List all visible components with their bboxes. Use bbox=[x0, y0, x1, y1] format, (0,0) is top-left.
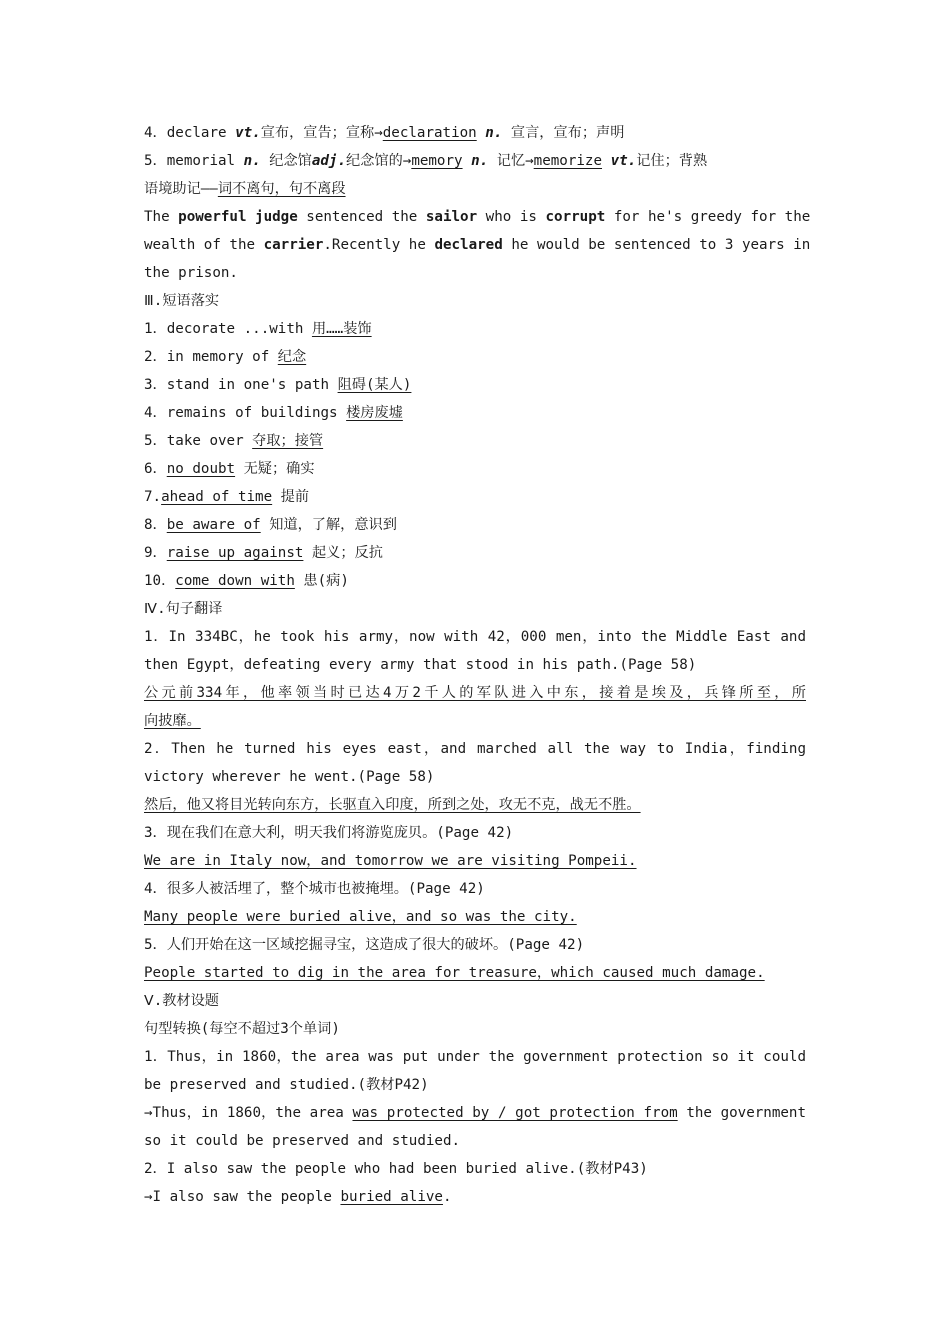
phrase-en: no doubt bbox=[166, 461, 236, 477]
heading-prefix: 语境助记—— bbox=[144, 181, 218, 197]
translation-answer-1 bbox=[144, 683, 806, 703]
item-number: 4． bbox=[144, 405, 167, 421]
vocab-item-declare bbox=[144, 123, 806, 143]
vocab-item-memorial bbox=[144, 151, 806, 171]
text: who is bbox=[477, 209, 546, 225]
phrase-item bbox=[144, 403, 806, 423]
phrase-item bbox=[144, 543, 806, 563]
phrase-zh: 纪念 bbox=[277, 349, 307, 365]
bold-word: sailor bbox=[425, 209, 478, 225]
translation-sentence-4: 4．很多人被活埋了，整个城市也被掩埋。(Page 42) bbox=[144, 881, 485, 897]
translation-sentence-2-cont: victory wherever he went.(Page 58) bbox=[144, 769, 435, 785]
answer-suffix: the government bbox=[677, 1105, 806, 1121]
answer-text: 公元前334年，他率领当时已达4万2千人的军队进入中东，接着是埃及，兵锋所至，所 bbox=[144, 685, 806, 701]
item-number: 10． bbox=[144, 573, 176, 589]
phrase-en: raise up against bbox=[166, 545, 304, 561]
item-number: 6． bbox=[144, 461, 167, 477]
phrase-en: in memory of bbox=[166, 349, 278, 365]
heading-underlined: 词不离句，句不离段 bbox=[217, 181, 346, 197]
textbook-subheading: 句型转换(每空不超过3个单词) bbox=[144, 1021, 340, 1037]
item-number: 1． bbox=[144, 321, 167, 337]
answer-prefix: →I also saw the people bbox=[144, 1189, 341, 1205]
textbook-answer-1-cont: so it could be preserved and studied. bbox=[144, 1133, 461, 1149]
phrase-item bbox=[144, 515, 806, 535]
phrase-zh: 楼房废墟 bbox=[346, 405, 403, 421]
vocab-meaning: 记忆→ bbox=[496, 153, 534, 169]
item-number: 5． bbox=[144, 153, 167, 169]
derived-word: memorize bbox=[533, 153, 603, 169]
textbook-question-2: 2．I also saw the people who had been buried alive.(教材P43) bbox=[144, 1161, 648, 1177]
part-of-speech: n. bbox=[243, 153, 261, 169]
vocab-word: memorial bbox=[166, 153, 236, 169]
phrase-en: remains of buildings bbox=[166, 405, 347, 421]
item-number: 7. bbox=[144, 489, 162, 505]
part-of-speech: adj. bbox=[311, 153, 347, 169]
phrase-zh: 夺取；接管 bbox=[252, 433, 324, 449]
answer-blank: was protected by / got protection from bbox=[352, 1105, 678, 1121]
answer-text: 然后，他又将目光转向东方，长驱直入印度，所到之处，攻无不克，战无不胜。 bbox=[144, 797, 641, 813]
phrase-en: come down with bbox=[175, 573, 295, 589]
textbook-answer-2 bbox=[144, 1187, 806, 1207]
answer-text: Many people were buried alive，and so was the city. bbox=[144, 909, 577, 925]
phrase-item bbox=[144, 375, 806, 395]
translation-answer-4 bbox=[144, 907, 806, 927]
phrase-zh: 无疑；确实 bbox=[235, 461, 315, 477]
phrase-zh: 患(病) bbox=[294, 573, 349, 589]
text: sentenced the bbox=[297, 209, 426, 225]
answer-prefix: →Thus，in 1860，the area bbox=[144, 1105, 353, 1121]
textbook-answer-1 bbox=[144, 1103, 806, 1123]
context-paragraph-line-2 bbox=[144, 235, 811, 255]
text: for he's greedy for the bbox=[605, 209, 811, 225]
answer-text: We are in Italy now，and tomorrow we are visiting Pompeii. bbox=[144, 853, 637, 869]
phrase-zh: 阻碍(某人) bbox=[337, 377, 412, 393]
text: .Recently he bbox=[323, 237, 435, 253]
context-paragraph-line-3: the prison. bbox=[144, 265, 238, 281]
part-of-speech: n. bbox=[471, 153, 489, 169]
section-heading-phrases: Ⅲ.短语落实 bbox=[144, 293, 220, 309]
phrase-en: stand in one's path bbox=[166, 377, 338, 393]
item-number: 8． bbox=[144, 517, 167, 533]
derived-word: memory bbox=[411, 153, 463, 169]
item-number: 4． bbox=[144, 125, 167, 141]
phrase-zh: 用……装饰 bbox=[311, 321, 372, 337]
answer-blank: buried alive bbox=[340, 1189, 443, 1205]
phrase-zh: 提前 bbox=[272, 489, 310, 505]
phrase-zh: 起义；反抗 bbox=[303, 545, 383, 561]
item-number: 9． bbox=[144, 545, 167, 561]
translation-answer-2 bbox=[144, 795, 806, 815]
bold-word: carrier bbox=[263, 237, 324, 253]
vocab-meaning: 纪念馆的→ bbox=[346, 153, 412, 169]
translation-answer-3 bbox=[144, 851, 806, 871]
text: he would be sentenced to 3 years in bbox=[502, 237, 811, 253]
section-heading-textbook: Ⅴ.教材设题 bbox=[144, 993, 219, 1009]
textbook-question-1-cont: be preserved and studied.(教材P42) bbox=[144, 1077, 429, 1093]
section-heading-translation: Ⅳ.句子翻译 bbox=[144, 601, 223, 617]
translation-answer-1-cont bbox=[144, 711, 806, 731]
phrase-item bbox=[144, 319, 806, 339]
translation-sentence-1-cont: then Egypt，defeating every army that stood in his path.(Page 58) bbox=[144, 657, 697, 673]
item-number: 2． bbox=[144, 349, 167, 365]
bold-word: declared bbox=[434, 237, 503, 253]
item-number: 5． bbox=[144, 433, 167, 449]
translation-sentence-1: 1．In 334BC，he took his army，now with 42，000 men，into the Middle East and bbox=[144, 629, 806, 645]
part-of-speech: n. bbox=[485, 125, 503, 141]
item-number: 3． bbox=[144, 377, 167, 393]
phrase-en: take over bbox=[166, 433, 253, 449]
translation-sentence-5: 5．人们开始在这一区域挖掘寻宝，这造成了很大的破坏。(Page 42) bbox=[144, 937, 585, 953]
vocab-meaning: 宣言，宣布；声明 bbox=[510, 125, 625, 141]
phrase-zh: 知道，了解，意识到 bbox=[260, 517, 397, 533]
phrase-item bbox=[144, 431, 806, 451]
bold-word: powerful judge bbox=[178, 209, 298, 225]
part-of-speech: vt. bbox=[235, 125, 261, 141]
context-heading bbox=[144, 179, 806, 199]
translation-answer-5 bbox=[144, 963, 806, 983]
phrase-item bbox=[144, 347, 806, 367]
translation-sentence-2: 2．Then he turned his eyes east，and marched all the way to India，finding bbox=[144, 741, 806, 757]
answer-text: People started to dig in the area for treasure，which caused much damage. bbox=[144, 965, 765, 981]
text: The bbox=[144, 209, 179, 225]
phrase-item bbox=[144, 459, 806, 479]
vocab-meaning: 宣布，宣告；宣称→ bbox=[260, 125, 383, 141]
phrase-en: decorate ...with bbox=[166, 321, 312, 337]
vocab-word: declare bbox=[166, 125, 227, 141]
phrase-item bbox=[144, 487, 806, 507]
vocab-meaning: 纪念馆 bbox=[269, 153, 312, 169]
derived-word: declaration bbox=[382, 125, 477, 141]
phrase-en: be aware of bbox=[166, 517, 261, 533]
context-paragraph-line-1 bbox=[144, 207, 811, 227]
textbook-question-1: 1．Thus，in 1860，the area was put under the government protection so it could bbox=[144, 1049, 806, 1065]
text: wealth of the bbox=[144, 237, 264, 253]
vocab-meaning: 记住；背熟 bbox=[636, 153, 708, 169]
answer-suffix: . bbox=[442, 1189, 452, 1205]
phrase-en: ahead of time bbox=[161, 489, 273, 505]
bold-word: corrupt bbox=[545, 209, 606, 225]
answer-text: 向披靡。 bbox=[144, 713, 201, 729]
translation-sentence-3: 3．现在我们在意大利，明天我们将游览庞贝。(Page 42) bbox=[144, 825, 514, 841]
phrase-item bbox=[144, 571, 806, 591]
part-of-speech: vt. bbox=[610, 153, 637, 169]
